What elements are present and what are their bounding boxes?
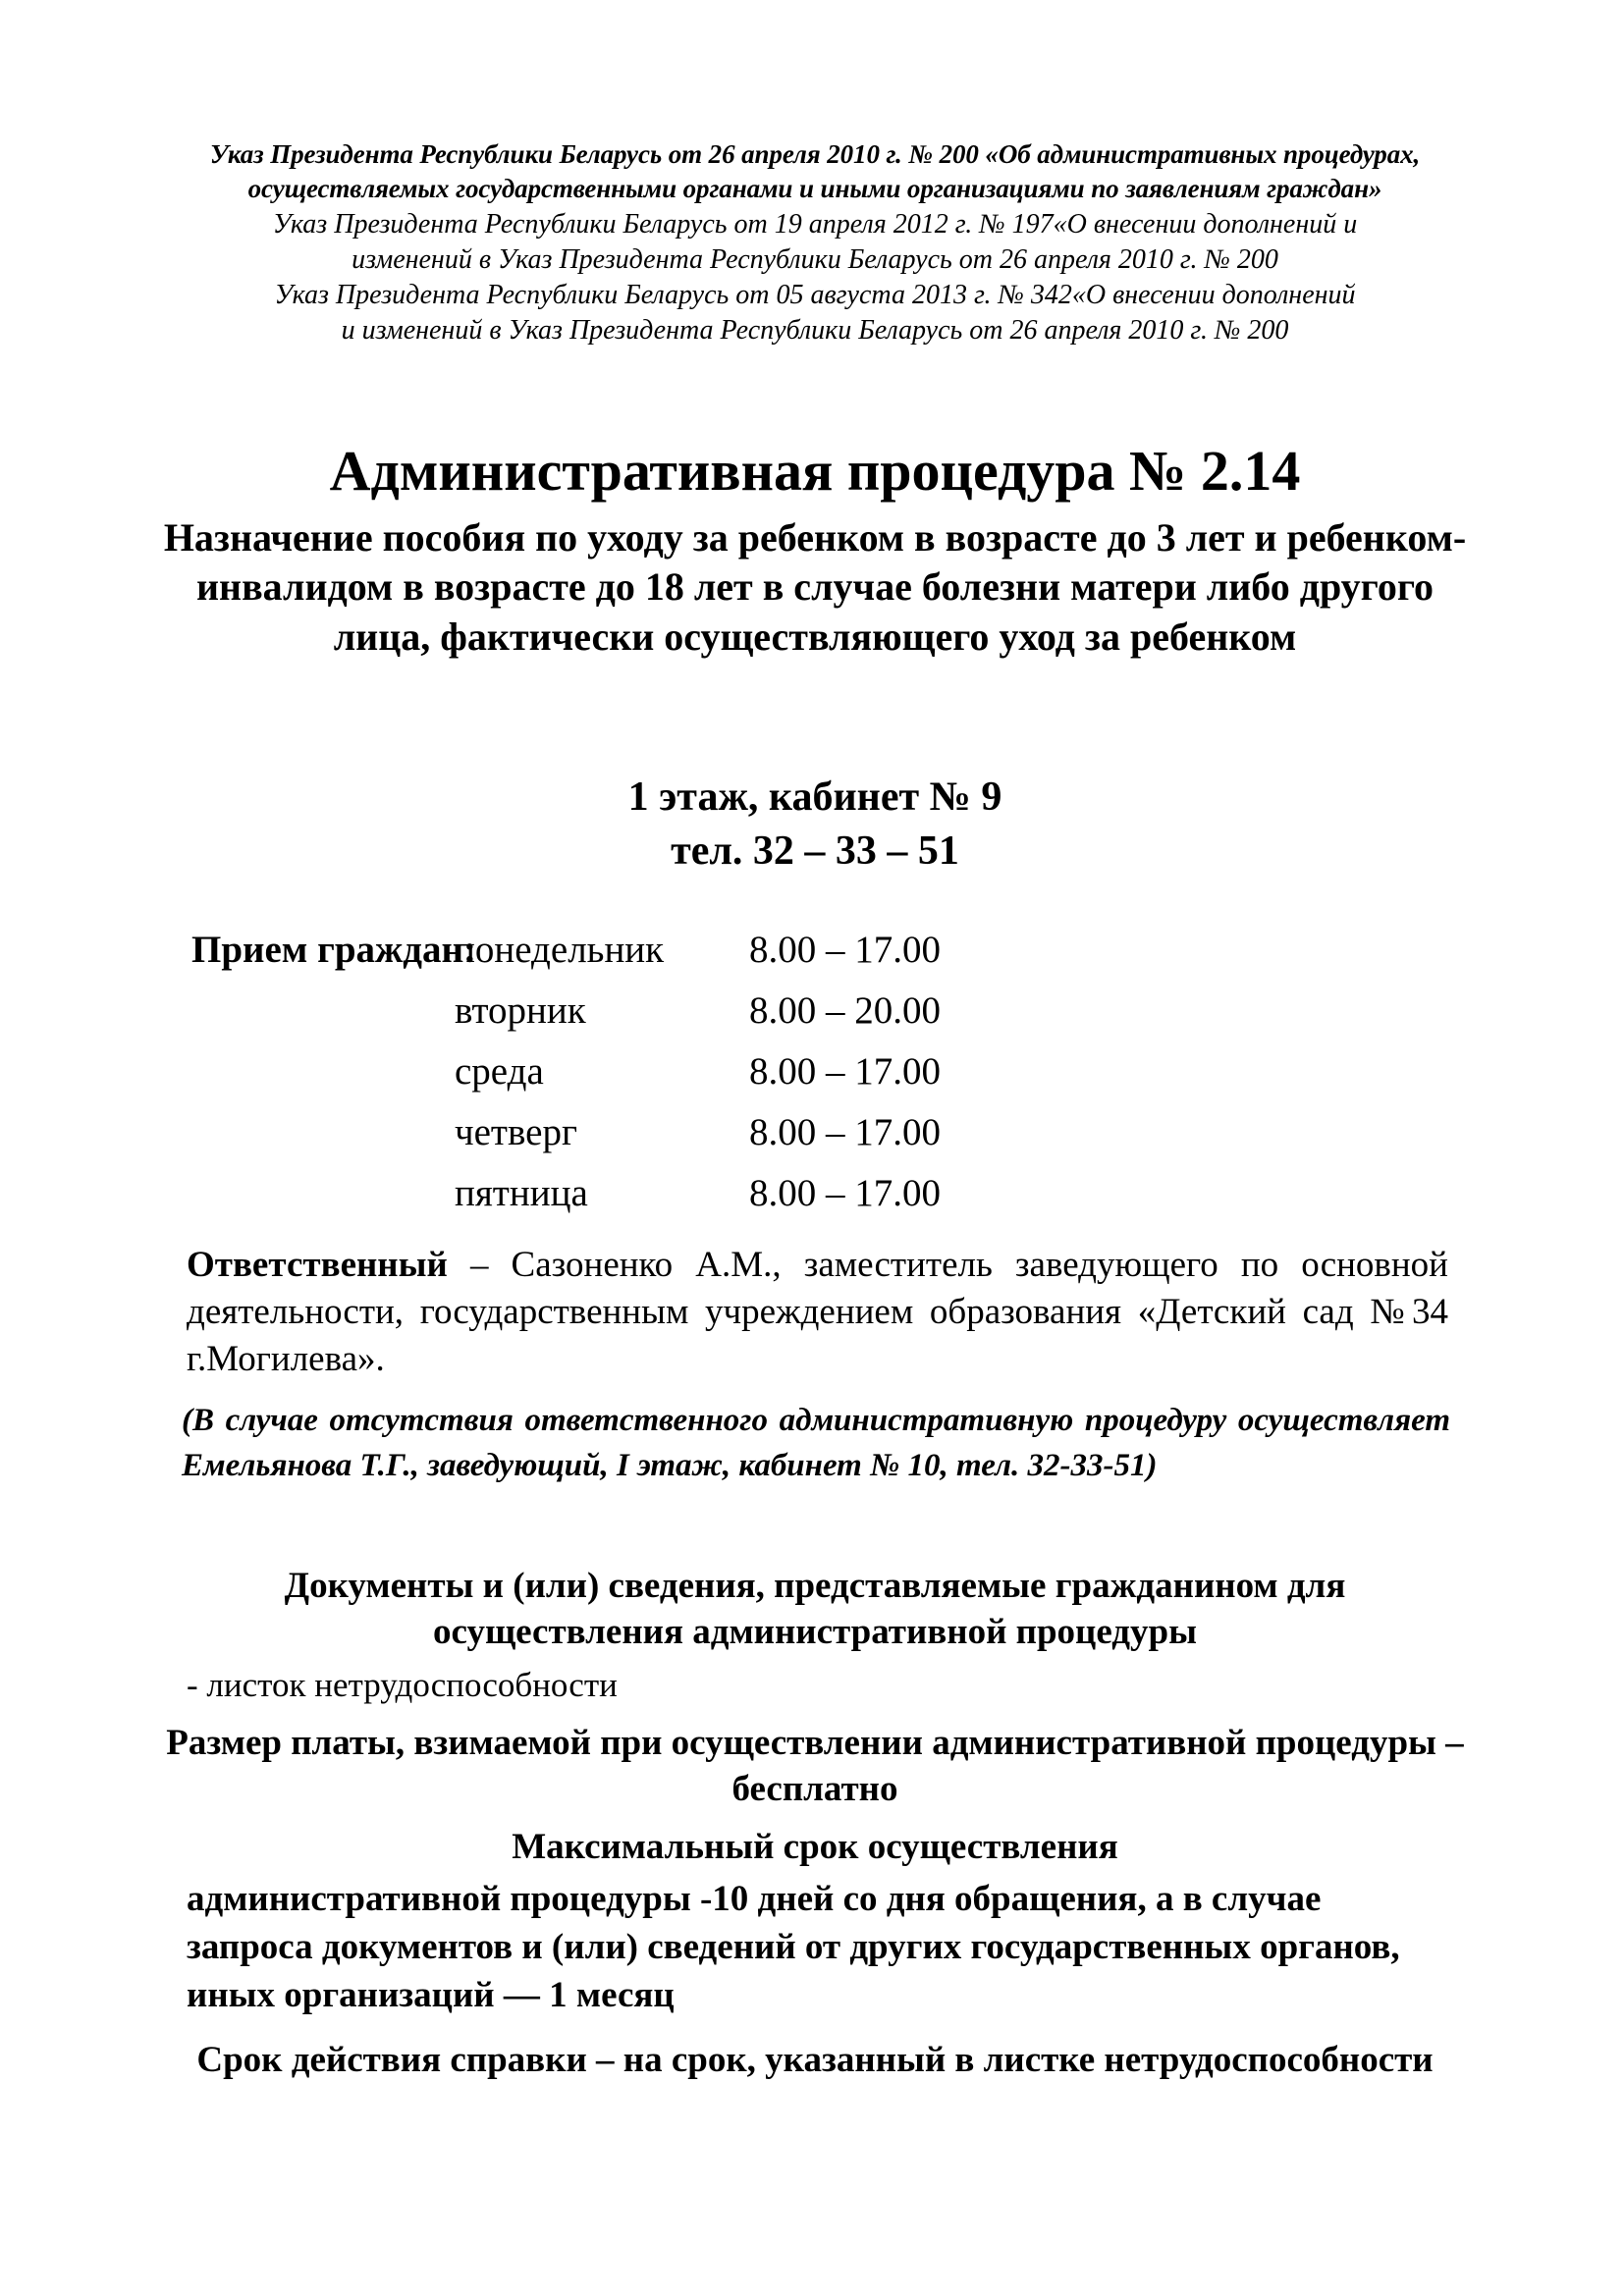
decree-amendment-2-line-2: и изменений в Указ Президента Республики Беларусь от 26 апреля 2010 г. № 200: [341, 314, 1289, 346]
schedule-hours: 8.00 – 17.00: [749, 929, 941, 971]
documents-heading: Документы и (или) сведения, представляемые гражданином для осуществления административной процедуры: [284, 1566, 1346, 1653]
schedule-day: четверг: [455, 1111, 577, 1153]
validity-note: Срок действия справки – на срок, указанный в листке нетрудоспособности: [196, 2040, 1434, 2080]
decree-amendment-1-line-2: изменений в Указ Президента Республики Беларусь от 26 апреля 2010 г. № 200: [352, 244, 1278, 276]
responsible-label: Ответственный: [187, 1245, 448, 1285]
table-row: [191, 1049, 1438, 1110]
schedule-hours: 8.00 – 17.00: [749, 1111, 941, 1153]
responsible-person: [187, 1242, 1448, 1383]
responsible-text: – Сазоненко А.М., заместитель заведующего по основной деятельности, государственным учреждением образования «Детский сад №34 г.Могилева».: [187, 1245, 1448, 1380]
phone-line: тел. 32 – 33 – 51: [671, 828, 959, 874]
decree-primary: Указ Президента Республики Беларусь от 26 апреля 2010 г. № 200 «Об административных процедурах, осуществляемых государственными органами и иными организациями по заявлениям граждан»: [209, 139, 1421, 204]
office-line: 1 этаж, кабинет № 9: [627, 774, 1002, 820]
reception-label: Прием граждан:: [191, 929, 476, 971]
decree-amendment-2-line-1: Указ Президента Республики Беларусь от 05 августа 2013 г. № 342«О внесении дополнений: [274, 279, 1356, 310]
list-item: - листок нетрудоспособности: [187, 1666, 618, 1704]
reception-schedule: [191, 928, 1438, 1232]
schedule-hours: 8.00 – 17.00: [749, 1050, 941, 1093]
table-row: [191, 1110, 1438, 1171]
fee-heading: Размер платы, взимаемой при осуществлении административной процедуры – бесплатно: [166, 1723, 1464, 1810]
term-heading: Максимальный срок осуществления: [512, 1827, 1118, 1867]
legal-basis-block: [187, 137, 1443, 348]
location-block: [147, 771, 1483, 878]
table-row: [191, 928, 1438, 988]
schedule-day: среда: [455, 1050, 544, 1093]
substitute-note: (В случае отсутствия ответственного административную процедуру осуществляет Емельянова Т.Г., заведующий, I этаж, кабинет № 10, тел. 32-33-51): [182, 1403, 1450, 1483]
schedule-day: вторник: [455, 989, 586, 1032]
schedule-hours: 8.00 – 20.00: [749, 989, 941, 1032]
table-row: [191, 988, 1438, 1049]
schedule-hours: 8.00 – 17.00: [749, 1172, 941, 1214]
term-body: административной процедуры -10 дней со дня обращения, а в случае запроса документов и (или) сведений от других государственных органов, иных организаций — 1 месяц: [187, 1879, 1400, 2016]
page-title: Административная процедура № 2.14: [329, 439, 1301, 503]
table-row: [191, 1171, 1438, 1232]
decree-amendment-1-line-1: Указ Президента Республики Беларусь от 19 апреля 2012 г. № 197«О внесении дополнений и: [272, 209, 1358, 240]
schedule-day: пятница: [455, 1172, 588, 1214]
procedure-subtitle: Назначение пособия по уходу за ребенком в возрасте до 3 лет и ребенком-инвалидом в возрасте до 18 лет в случае болезни матери либо другого лица, фактически осуществляющего уход за ребенком: [163, 515, 1467, 659]
schedule-day: понедельник: [455, 929, 665, 971]
